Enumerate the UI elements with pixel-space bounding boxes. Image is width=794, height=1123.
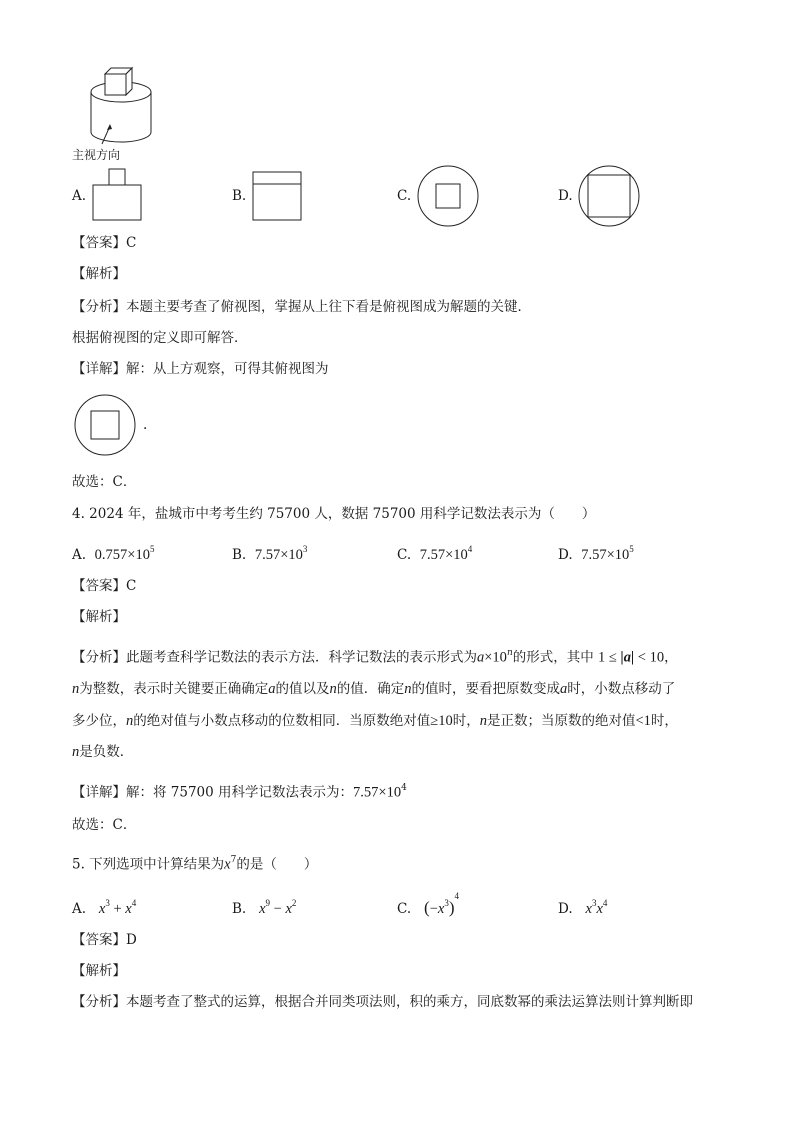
q5-analysis	[72, 993, 693, 1011]
var-n: n	[479, 713, 487, 729]
exponent: 5	[629, 544, 634, 554]
option-d-label: D.	[558, 188, 573, 204]
q5-option-b: B. $x^9 - x^2$	[232, 898, 297, 917]
option-label: D.	[558, 900, 573, 917]
q4-option-d	[558, 541, 634, 564]
ge-ten: ≥10	[430, 713, 453, 729]
var-a: a	[560, 681, 568, 697]
detail-exponent: 4	[401, 783, 407, 793]
q3-detail	[72, 360, 329, 378]
option-d-figure	[577, 164, 641, 228]
stem-text: 5. 下列选项中计算结果为	[72, 856, 225, 873]
var-n: n	[404, 681, 412, 697]
q5-analysis-heading: 【解析】	[72, 963, 126, 979]
mantissa: 7.57	[581, 546, 607, 563]
top-view-figure	[70, 393, 140, 457]
q3-analysis-heading: 【解析】	[72, 266, 126, 282]
var-a: a	[268, 681, 276, 697]
solid-figure	[88, 62, 158, 142]
var-n: n	[329, 681, 337, 697]
q4-analysis-heading: 【解析】	[72, 609, 126, 625]
option-label: A.	[72, 900, 87, 917]
times-ten: ×10	[280, 546, 303, 563]
option-c-label: C.	[397, 188, 412, 204]
option-c-figure	[416, 164, 480, 228]
detail-text: 解：从上方观察，可得其俯视图为	[126, 361, 329, 377]
q4-answer	[72, 577, 136, 595]
mantissa: 0.757	[94, 546, 128, 563]
times-ten: ×10	[445, 546, 468, 563]
option-b-label: B.	[232, 188, 247, 204]
analysis-text: 的值．确定	[336, 681, 405, 697]
option-label: B.	[232, 546, 247, 563]
var-a: a	[477, 649, 485, 666]
q4-option-c	[397, 541, 472, 564]
option-a-figure	[92, 168, 142, 222]
times-ten: ×10	[127, 546, 150, 563]
q4-option-a	[72, 541, 154, 564]
answer-tag: 【答案】	[72, 932, 126, 948]
analysis-tag: 【分析】	[72, 649, 126, 666]
exponent: 5	[149, 544, 155, 554]
analysis-text: 此题考查科学记数法的表示方法．科学记数法的表示形式为	[126, 649, 477, 666]
option-a-label: A.	[72, 188, 87, 204]
detail-text: 解：将 75700 用科学记数法表示为：	[126, 784, 354, 801]
var-n: n	[126, 713, 134, 729]
comma: ，	[664, 649, 678, 666]
analysis-text: 的形式，其中	[512, 649, 594, 666]
analysis-text: 多少位，	[72, 713, 126, 729]
var-n: n	[72, 681, 80, 697]
analysis-text: 是负数．	[79, 744, 134, 760]
option-label: B.	[232, 900, 247, 917]
q3-analysis-2: 根据俯视图的定义即可解答．	[72, 330, 248, 346]
mantissa: 7.57	[419, 546, 446, 563]
analysis-text: 的值以及	[275, 681, 330, 697]
var-n: n	[506, 648, 513, 658]
q4-option-b	[232, 541, 307, 564]
answer-value: C	[126, 578, 137, 594]
answer-tag: 【答案】	[72, 578, 126, 594]
option-label: C.	[397, 546, 412, 563]
option-b-figure	[252, 171, 302, 221]
ineq-right: < 10	[634, 649, 665, 666]
abs-a: |a|	[620, 649, 635, 666]
answer-value: D	[126, 932, 137, 948]
analysis-tag: 【分析】	[72, 994, 126, 1010]
analysis-text: 的值时，要看把原数变成	[411, 681, 560, 697]
analysis-text: 时，小数点移动了	[567, 681, 676, 697]
q4-analysis-line-2	[72, 680, 675, 698]
mantissa: 7.57	[254, 546, 281, 563]
analysis-text: 时，	[650, 713, 678, 729]
exponent: 3	[302, 544, 308, 554]
answer-value: C	[126, 235, 137, 251]
detail-tag: 【详解】	[72, 361, 126, 377]
var-x: x	[224, 856, 231, 873]
analysis-text: 是正数；当原数的绝对值	[486, 713, 636, 729]
q5-answer	[72, 931, 137, 949]
view-direction-label: 主视方向	[72, 148, 121, 162]
analysis-text: 时，	[452, 713, 480, 729]
stem-text: 的是（ ）	[236, 856, 318, 873]
analysis-text: 的绝对值与小数点移动的位数相同．当原数绝对值	[133, 713, 431, 729]
q4-detail	[72, 780, 407, 802]
times-ten: ×10	[606, 546, 630, 563]
top-view-period: .	[143, 417, 148, 433]
ineq-left: 1 ≤	[598, 649, 621, 666]
q4-analysis-line-4	[72, 743, 133, 761]
times-ten: ×10	[484, 649, 507, 666]
lt-one: <1	[635, 713, 651, 729]
exponent: 4	[467, 544, 473, 554]
q5-stem	[72, 852, 317, 874]
var-n: n	[72, 744, 80, 760]
q4-stem: 4. 2024 年，盐城市中考考生约 75700 人，数据 75700 用科学记数法表示为（ ）	[72, 506, 596, 522]
analysis-text: 本题主要考查了俯视图，掌握从上往下看是俯视图成为解题的关键．	[126, 299, 531, 315]
q5-option-a: A. $x^3 + x^4$	[72, 898, 137, 917]
q3-answer	[72, 234, 136, 252]
q4-analysis-line-3	[72, 712, 678, 730]
exponent: 7	[230, 855, 237, 865]
q4-analysis-line-1	[72, 645, 678, 667]
answer-tag: 【答案】	[72, 235, 126, 251]
q3-conclusion: 故选：C．	[72, 474, 137, 490]
q3-analysis	[72, 298, 531, 316]
analysis-text: 为整数，表示时关键要正确确定	[79, 681, 269, 697]
option-label: D.	[558, 546, 573, 563]
detail-tag: 【详解】	[72, 784, 126, 801]
detail-value: 7.57×10	[353, 784, 402, 801]
option-label: A.	[72, 546, 87, 563]
q4-conclusion: 故选：C．	[72, 817, 137, 833]
q5-option-c: C. $(-x^3)^4$	[397, 891, 459, 917]
option-label: C.	[397, 900, 412, 917]
analysis-text: 本题考查了整式的运算，根据合并同类项法则，积的乘方，同底数幂的乘法运算法则计算判断即	[126, 994, 693, 1010]
q5-option-d: D. $x^3x^4$	[558, 898, 608, 917]
analysis-tag: 【分析】	[72, 299, 126, 315]
